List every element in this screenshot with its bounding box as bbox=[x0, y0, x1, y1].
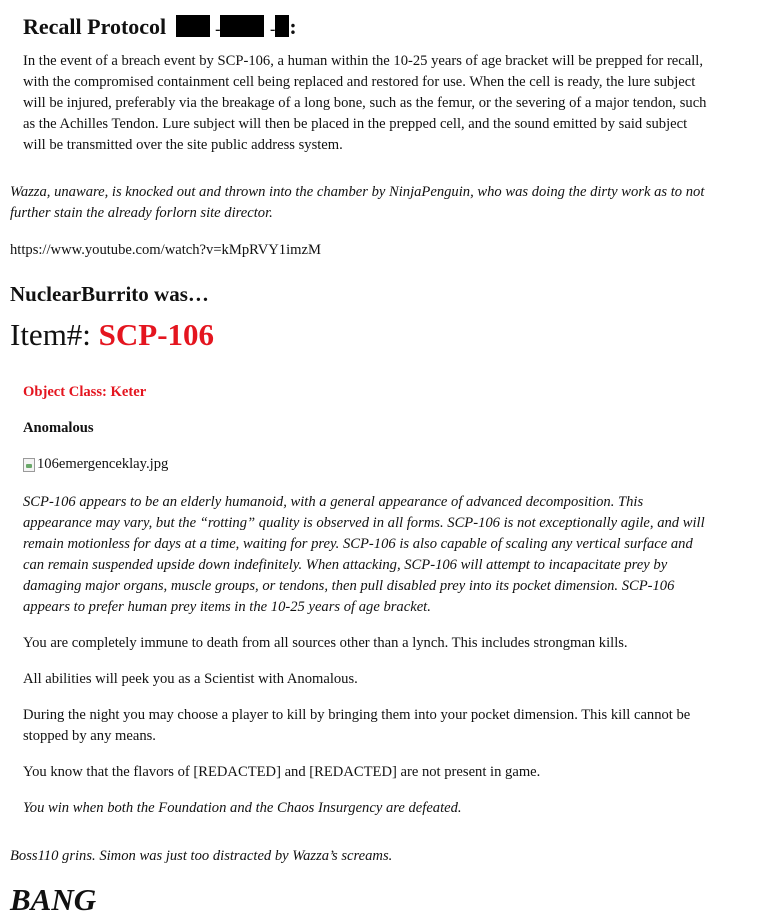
recall-title-suffix: : bbox=[289, 14, 297, 39]
ability-immunity: You are completely immune to death from all sources other than a lynch. This includes strongman kills. bbox=[23, 635, 628, 651]
alignment-label: Anomalous bbox=[23, 420, 94, 436]
item-code: SCP-106 bbox=[98, 317, 215, 352]
ability-night-kill: During the night you may choose a player to kill by bringing them into your pocket dimension. This kill cannot be stopped by any means. bbox=[23, 707, 691, 744]
image-alt-text: 106emergenceklay.jpg bbox=[37, 456, 169, 472]
youtube-link[interactable]: https://www.youtube.com/watch?v=kMpRVY1imzM bbox=[10, 242, 321, 258]
reveal-heading: NuclearBurrito was… bbox=[10, 282, 209, 306]
redaction-bar bbox=[275, 15, 289, 37]
narration-knocked-out: Wazza, unaware, is knocked out and thrown into the chamber by NinjaPenguin, who was doing the dirty work as to not further stain the already forlorn site director. bbox=[10, 184, 705, 221]
broken-image bbox=[23, 456, 168, 473]
narration-bang: Boss110 grins. Simon was just too distracted by Wazza’s screams. bbox=[10, 848, 393, 864]
object-class: Object Class: Keter bbox=[23, 384, 147, 400]
bang-heading: BANG bbox=[10, 882, 97, 917]
recall-title-prefix: Recall Protocol bbox=[23, 14, 167, 39]
recall-protocol-heading: Recall Protocol - - : bbox=[23, 14, 297, 39]
ability-flavors: You know that the flavors of [REDACTED] and [REDACTED] are not present in game. bbox=[23, 764, 541, 780]
item-label: Item#: bbox=[10, 317, 99, 352]
win-condition: You win when both the Foundation and the Chaos Insurgency are defeated. bbox=[23, 800, 462, 816]
recall-protocol-paragraph: In the event of a breach event by SCP-106, a human within the 10-25 years of age bracket will be prepped for recall, with the compromised containment cell being replaced and restored for use. When the cell is ready, the lure subject will be injured, preferably via the breakage of a long bone, such as the femur, or the severing of a major tendon, such as the Achilles Tendon. Lure subject will then be placed in the prepped cell, and the sound emitted by said subject will be transmitted over the site public address system. bbox=[23, 53, 707, 153]
scp-description: SCP-106 appears to be an elderly humanoid, with a general appearance of advanced decomposition. This appearance may vary, but the “rotting” quality is observed in all forms. SCP-106 is not exceptionally agile, and will remain motionless for days at a time, waiting for prey. SCP-106 is also capable of scaling any vertical surface and can remain suspended upside down indefinitely. When attacking, SCP-106 will attempt to incapacitate prey by damaging major organs, muscle groups, or tendons, then pull disabled prey into its pocket dimension. SCP-106 appears to prefer human prey items in the 10-25 years of age bracket. bbox=[23, 494, 705, 615]
item-heading bbox=[10, 317, 214, 353]
ability-peek: All abilities will peek you as a Scientist with Anomalous. bbox=[23, 671, 358, 687]
redaction-bar bbox=[176, 15, 210, 37]
redaction-bar bbox=[220, 15, 264, 37]
broken-image-icon bbox=[23, 458, 35, 472]
